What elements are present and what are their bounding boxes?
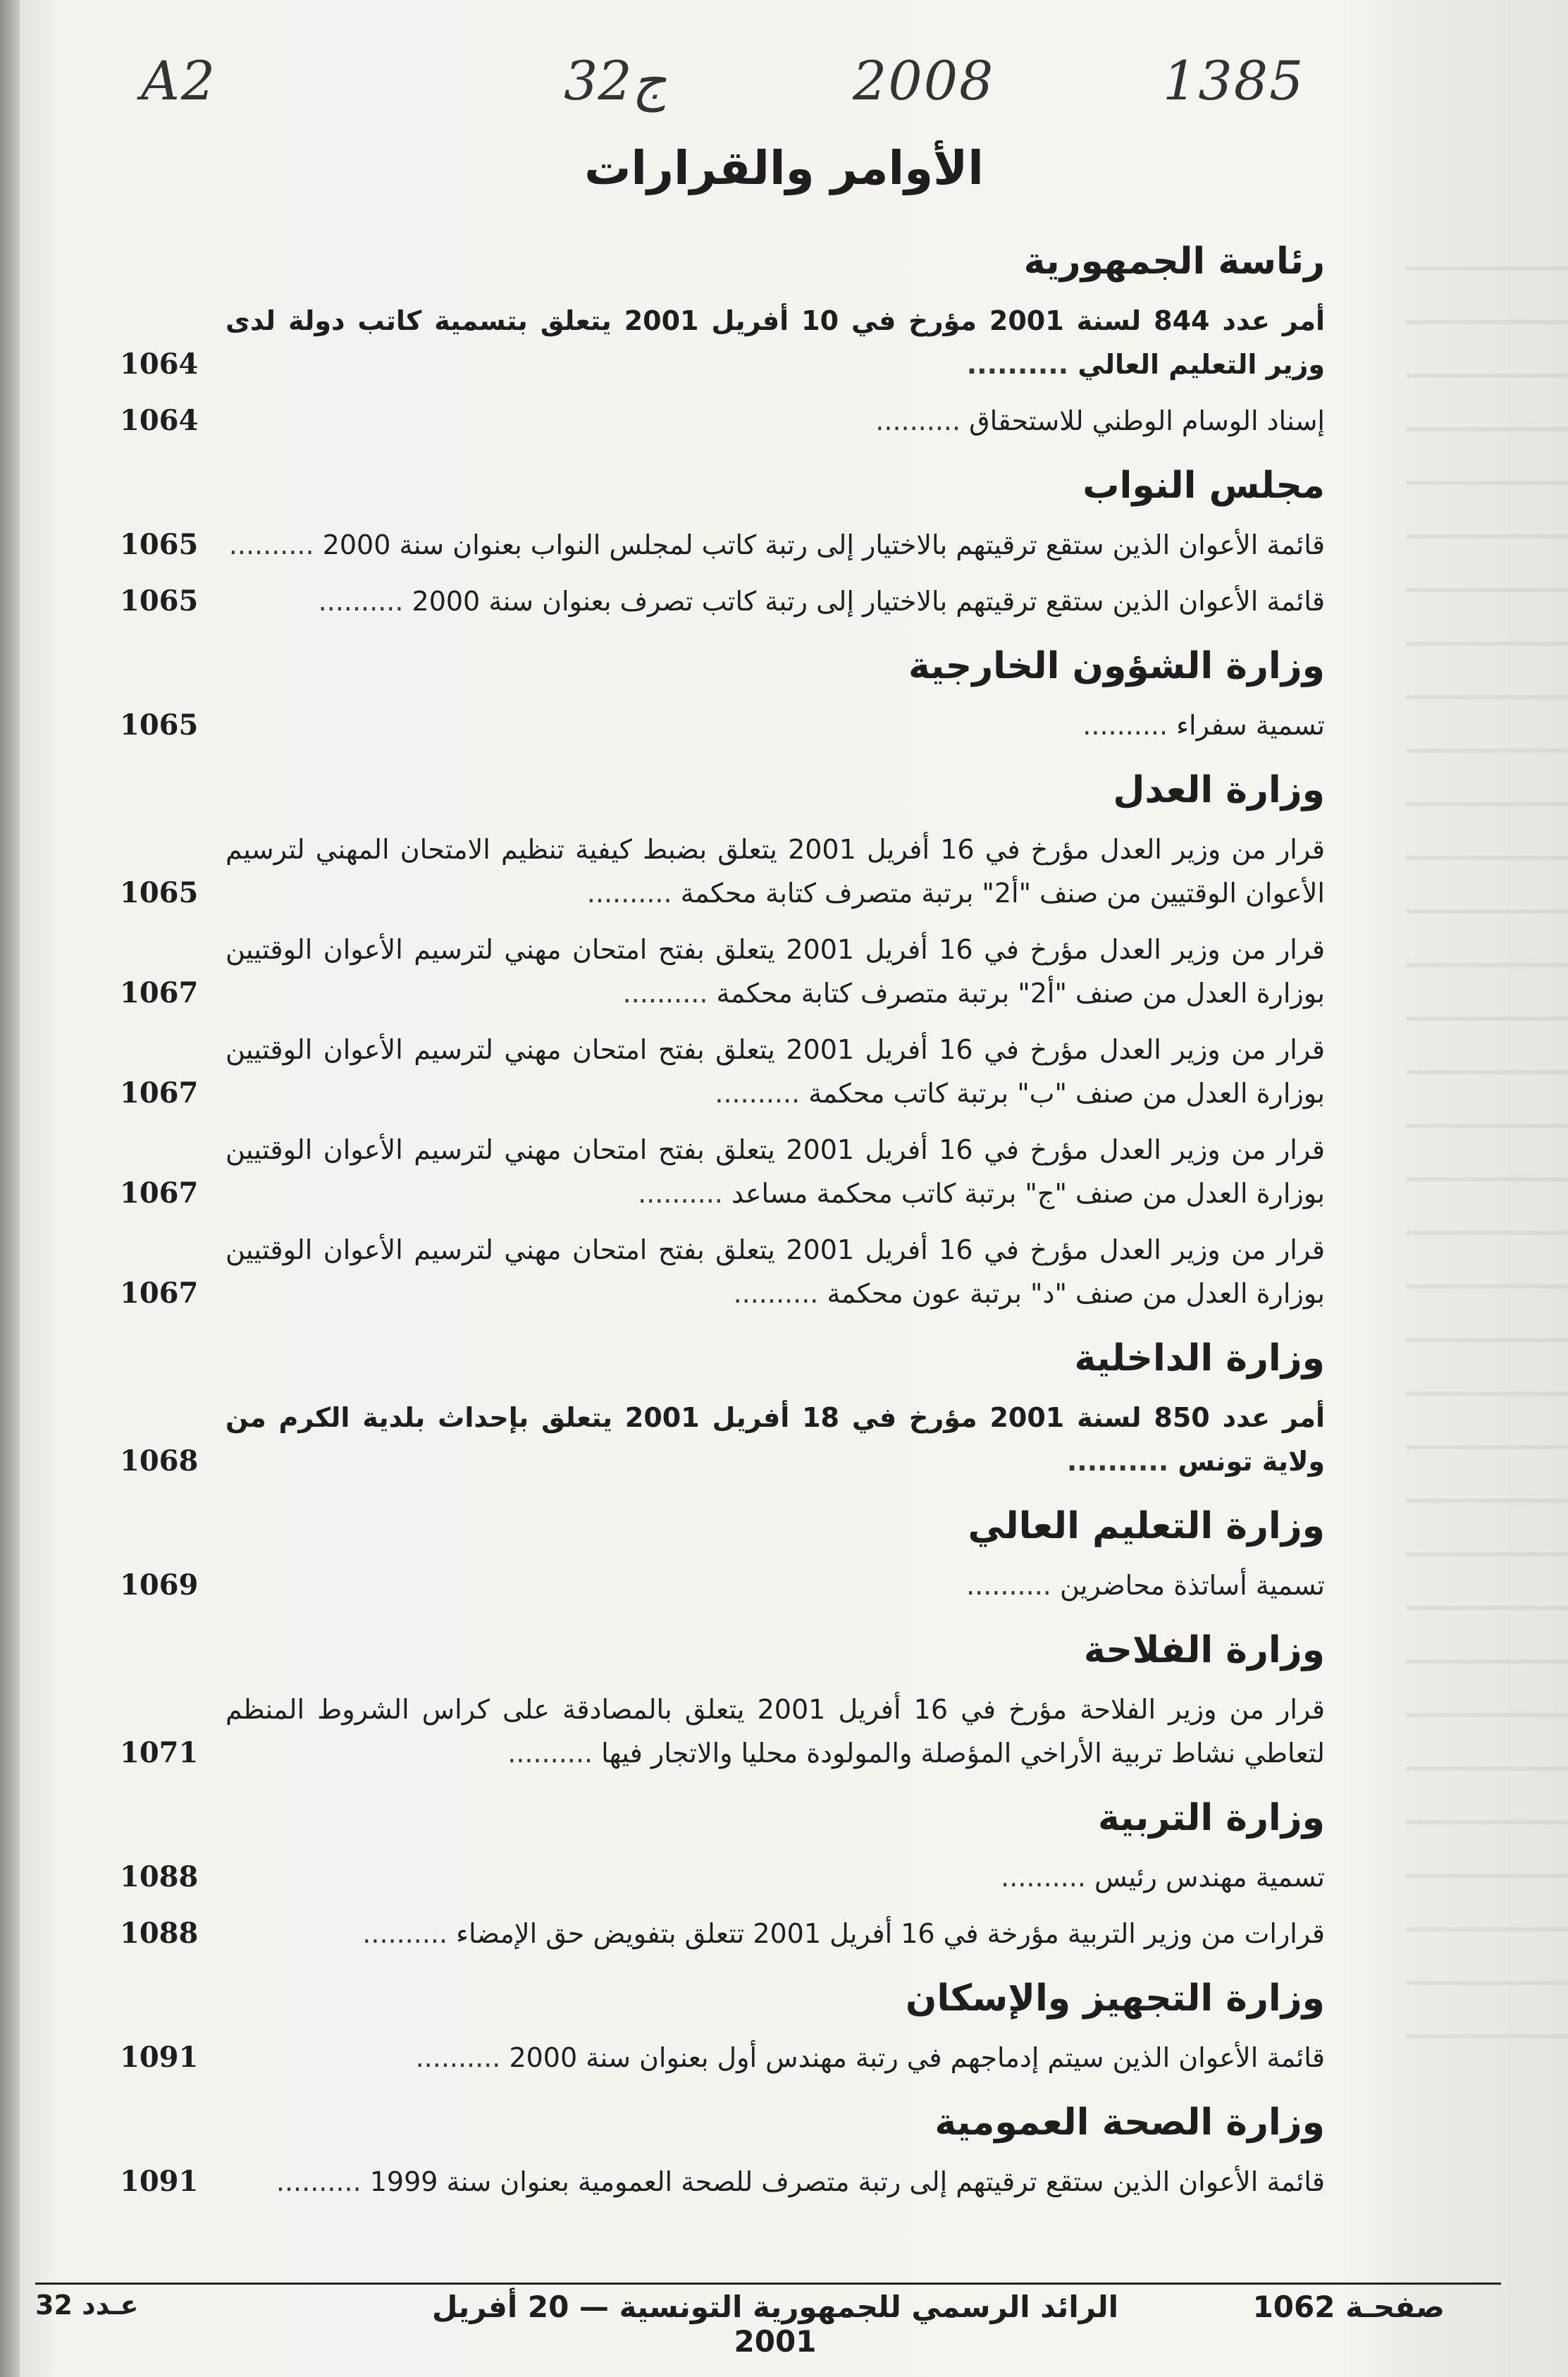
handwritten-note-2008: 2008 <box>853 49 995 112</box>
entry-title: قائمة الأعوان الذين ستقع ترقيتهم بالاختيار إلى رتبة كاتب لمجلس النواب بعنوان سنة 2000 <box>322 529 1325 560</box>
leader-dots: .......... <box>586 878 681 909</box>
entry-title: قرارات من وزير التربية مؤرخة في 16 أفريل 2001 تتعلق بتفويض حق الإمضاء <box>456 1918 1325 1949</box>
leader-dots: .......... <box>715 1078 809 1109</box>
toc-section <box>120 766 1325 1315</box>
entry-page-number: 1088 <box>120 1860 199 1893</box>
toc-entry <box>120 1855 1325 1899</box>
entry-page-number: 1067 <box>120 976 199 1009</box>
footer-page-number: صفحـة 1062 <box>1252 2290 1445 2324</box>
entry-page-number: 1065 <box>120 708 199 742</box>
entry-page-number: 1068 <box>120 1444 199 1478</box>
entry-title: قرار من وزير العدل مؤرخ في 16 أفريل 2001 يتعلق بفتح امتحان مهني لترسيم الأعوان الوقتيين بوزارة العدل من صنف "ج" برتبة كاتب محكمة مساعد <box>226 1134 1325 1209</box>
toc-section <box>120 1974 1325 2080</box>
toc-section <box>120 641 1325 747</box>
page-footer <box>28 2290 1487 2359</box>
entry-page-number: 1067 <box>120 1177 199 1210</box>
toc-entry <box>120 1396 1325 1483</box>
toc-entry <box>120 1028 1325 1115</box>
leader-dots: .......... <box>228 529 323 560</box>
leader-dots: .......... <box>362 1918 457 1949</box>
scan-gutter <box>0 0 20 2377</box>
entry-title: أمر عدد 850 لسنة 2001 مؤرخ في 18 أفريل 2001 يتعلق بإحداث بلدية الكرم من ولاية تونس <box>226 1402 1326 1477</box>
toc-entry <box>120 579 1325 623</box>
entry-page-number: 1064 <box>120 348 199 381</box>
toc-section <box>120 1501 1325 1607</box>
entry-page-number: 1065 <box>120 876 199 909</box>
toc-entry <box>120 1128 1325 1215</box>
toc-section <box>120 2098 1325 2204</box>
toc-section <box>120 1793 1325 1955</box>
leader-dots: .......... <box>733 1278 827 1309</box>
entry-page-number: 1065 <box>120 584 199 618</box>
footer-divider <box>35 2283 1501 2285</box>
section-title: وزارة الداخلية <box>1074 1337 1325 1380</box>
leader-dots: .......... <box>1066 1446 1178 1477</box>
leader-dots: .......... <box>638 1178 731 1209</box>
toc-section <box>120 461 1325 623</box>
toc-entry <box>120 2036 1325 2080</box>
section-title: وزارة التجهيز والإسكان <box>905 1977 1325 2020</box>
entry-page-number: 1064 <box>120 404 199 437</box>
section-title: وزارة التعليم العالي <box>968 1505 1325 1547</box>
section-title: وزارة التربية <box>1097 1797 1325 1839</box>
entry-title: قرار من وزير العدل مؤرخ في 16 أفريل 2001 يتعلق بفتح امتحان مهني لترسيم الأعوان الوقتيين بوزارة العدل من صنف "ب" برتبة كاتب محكمة <box>226 1034 1325 1109</box>
adjacent-page-bleed <box>1406 233 1568 2065</box>
toc-entry <box>120 399 1325 443</box>
toc-section <box>120 237 1325 443</box>
entry-page-number: 1065 <box>120 528 199 561</box>
entry-title: قرار من وزير العدل مؤرخ في 16 أفريل 2001 يتعلق بفتح امتحان مهني لترسيم الأعوان الوقتيين بوزارة العدل من صنف "أ2" برتبة متصرف كتابة محكمة <box>226 934 1325 1009</box>
section-title: وزارة الشؤون الخارجية <box>908 645 1325 687</box>
section-title: وزارة الفلاحة <box>1083 1629 1325 1671</box>
toc-entry <box>120 2160 1325 2204</box>
entry-page-number: 1071 <box>120 1736 199 1769</box>
table-of-contents <box>120 219 1325 2216</box>
entry-title: تسمية أساتذة محاضرين <box>1059 1570 1325 1601</box>
entry-title: قائمة الأعوان الذين سيتم إدماجهم في رتبة مهندس أول بعنوان سنة 2000 <box>509 2042 1325 2073</box>
leader-dots: .......... <box>622 978 717 1009</box>
leader-dots: .......... <box>875 405 970 436</box>
entry-title: قرار من وزير الفلاحة مؤرخ في 16 أفريل 2001 يتعلق بالمصادقة على كراس الشروط المنظم لتعاطي نشاط تربية الأراخي المؤصلة والمولودة محليا والاتجار فيها <box>226 1694 1326 1769</box>
footer-publication: الرائد الرسمي للجمهورية التونسية — 20 أفريل 2001 <box>431 2290 1119 2359</box>
leader-dots: .......... <box>276 2166 370 2197</box>
leader-dots: .......... <box>318 586 412 617</box>
entry-title: قرار من وزير العدل مؤرخ في 16 أفريل 2001 يتعلق بفتح امتحان مهني لترسيم الأعوان الوقتيين بوزارة العدل من صنف "د" برتبة عون محكمة <box>226 1234 1325 1309</box>
leader-dots: .......... <box>966 349 1078 380</box>
handwritten-note-1385: 1385 <box>1163 49 1305 112</box>
entry-title: إسناد الوسام الوطني للاستحقاق <box>969 405 1325 436</box>
section-title: وزارة العدل <box>1113 769 1325 811</box>
entry-title: تسمية سفراء <box>1176 710 1325 741</box>
toc-entry <box>120 1228 1325 1315</box>
toc-section <box>120 1334 1325 1483</box>
page-title: الأوامر والقرارات <box>584 141 984 195</box>
entry-title: قائمة الأعوان الذين ستقع ترقيتهم بالاختيار إلى رتبة كاتب تصرف بعنوان سنة 2000 <box>412 586 1325 617</box>
toc-entry <box>120 928 1325 1015</box>
leader-dots: .......... <box>966 1570 1060 1601</box>
entry-title: تسمية مهندس رئيس <box>1094 1862 1325 1893</box>
entry-page-number: 1088 <box>120 1917 199 1950</box>
leader-dots: .......... <box>1001 1862 1095 1893</box>
entry-title: قرار من وزير العدل مؤرخ في 16 أفريل 2001 يتعلق بضبط كيفية تنظيم الامتحان المهني لترسيم الأعوان الوقتيين من صنف "أ2" برتبة متصرف كتابة محكمة <box>226 834 1325 909</box>
leader-dots: .......... <box>415 2042 510 2073</box>
toc-entry <box>120 828 1325 915</box>
footer-issue-number: عـدد 32 <box>35 2290 139 2321</box>
toc-section <box>120 1626 1325 1775</box>
entry-title: أمر عدد 844 لسنة 2001 مؤرخ في 10 أفريل 2001 يتعلق بتسمية كاتب دولة لدى وزير التعليم العالي <box>226 305 1326 380</box>
section-title: وزارة الصحة العمومية <box>934 2101 1325 2144</box>
entry-page-number: 1069 <box>120 1568 199 1602</box>
entry-page-number: 1091 <box>120 2165 199 2198</box>
toc-entry <box>120 299 1325 386</box>
toc-entry <box>120 1688 1325 1775</box>
toc-entry <box>120 523 1325 567</box>
section-title: مجلس النواب <box>1082 465 1325 507</box>
handwritten-note-32: 32ج <box>564 49 667 112</box>
entry-page-number: 1067 <box>120 1076 199 1110</box>
entry-page-number: 1091 <box>120 2041 199 2074</box>
leader-dots: .......... <box>1082 710 1177 741</box>
section-title: رئاسة الجمهورية <box>1023 240 1325 283</box>
handwritten-note-a2: A2 <box>141 49 217 112</box>
toc-entry <box>120 704 1325 747</box>
toc-entry <box>120 1912 1325 1955</box>
leader-dots: .......... <box>507 1738 602 1769</box>
entry-page-number: 1067 <box>120 1277 199 1310</box>
entry-title: قائمة الأعوان الذين ستقع ترقيتهم إلى رتبة متصرف للصحة العمومية بعنوان سنة 1999 <box>369 2166 1325 2197</box>
toc-entry <box>120 1564 1325 1607</box>
